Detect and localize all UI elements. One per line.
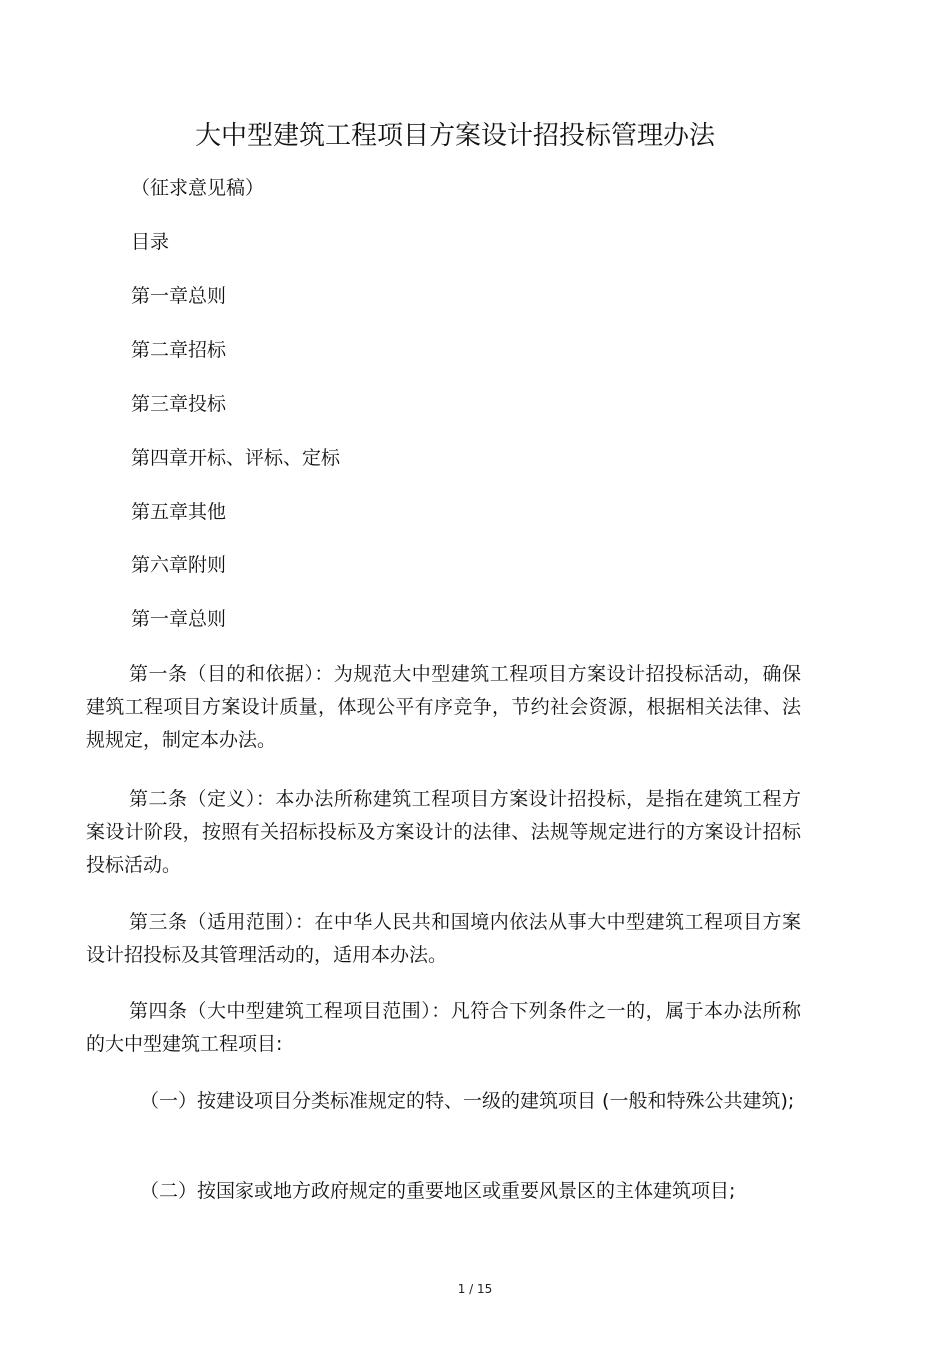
toc-heading: 目录 <box>131 231 170 253</box>
article-paragraph: 第四条（大中型建筑工程项目范围）：凡符合下列条件之一的，属于本办法所称的大中型建筑工程项目: <box>86 1000 801 1055</box>
article-paragraph: 第三条（适用范围）：在中华人民共和国境内依法从事大中型建筑工程项目方案设计招投标及其管理活动的，适用本办法。 <box>86 911 801 966</box>
article-paragraph: 第二条（定义）：本办法所称建筑工程项目方案设计招投标，是指在建筑工程方案设计阶段，按照有关招标投标及方案设计的法律、法规等规定进行的方案设计招标投标活动。 <box>86 788 801 876</box>
article-paragraph: 第一条（目的和依据）：为规范大中型建筑工程项目方案设计招投标活动，确保建筑工程项目方案设计质量，体现公平有序竞争，节约社会资源，根据相关法律、法规规定，制定本办法。 <box>86 663 801 751</box>
toc-item: 第五章其他 <box>131 501 227 523</box>
toc-item: 第二章招标 <box>131 339 227 361</box>
toc-item: 第一章总则 <box>131 285 227 307</box>
page-indicator: 1 / 15 <box>457 1282 493 1296</box>
list-item: （二）按国家或地方政府规定的重要地区或重要风景区的主体建筑项目; <box>140 1180 736 1202</box>
toc-item: 第三章投标 <box>131 393 227 415</box>
document-title: 大中型建筑工程项目方案设计招投标管理办法 <box>194 121 715 151</box>
toc-item: 第六章附则 <box>131 554 227 576</box>
list-item: （一）按建设项目分类标准规定的特、一级的建筑项目 (一般和特殊公共建筑); <box>140 1090 795 1112</box>
chapter-heading: 第一章总则 <box>131 608 227 630</box>
toc-item: 第四章开标、评标、定标 <box>131 447 341 469</box>
document-subtitle: （征求意见稿） <box>131 177 265 199</box>
